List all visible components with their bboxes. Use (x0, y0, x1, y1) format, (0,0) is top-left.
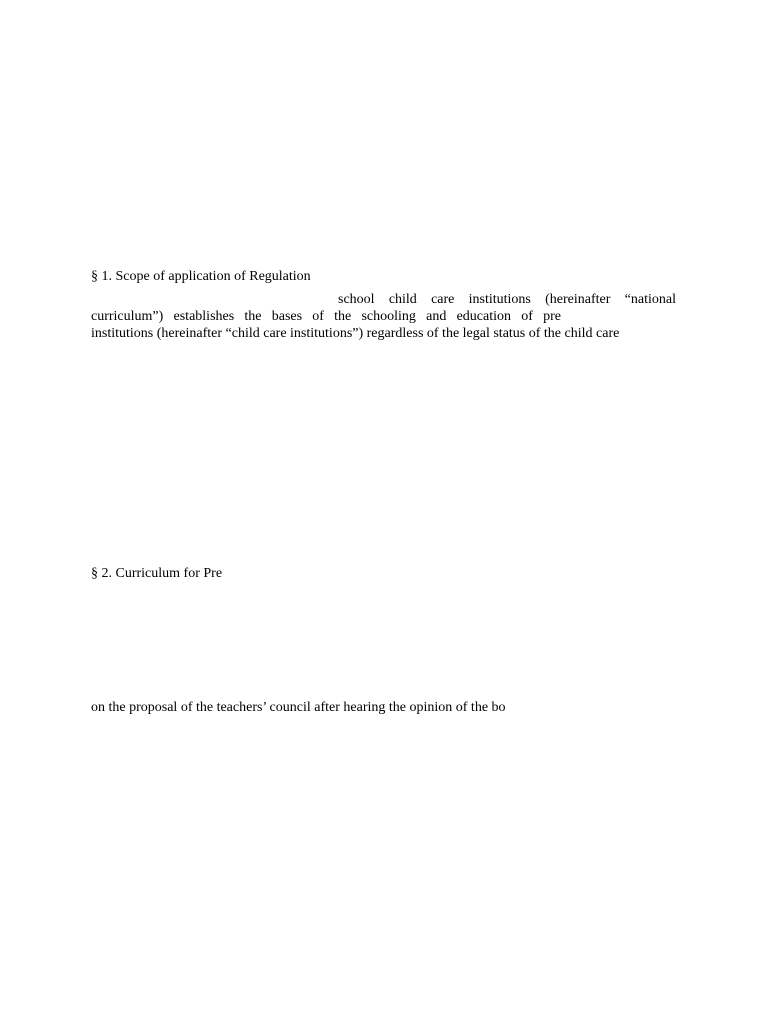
section-1-heading: § 1. Scope of application of Regulation (91, 269, 311, 284)
section-2-heading: § 2. Curriculum for Pre (91, 566, 223, 581)
section-2-text-line-1: on the proposal of the teachers’ council after hearing the opinion of the bo (91, 700, 506, 715)
section-1-text-line-2: curriculum”) establishes the bases of the schooling and education of pre (91, 309, 561, 324)
section-1-text-line-1: school child care institutions (hereinafter “national (338, 292, 676, 307)
section-1-text-line-3: institutions (hereinafter “child care institutions”) regardless of the legal status of the child care (91, 326, 620, 341)
